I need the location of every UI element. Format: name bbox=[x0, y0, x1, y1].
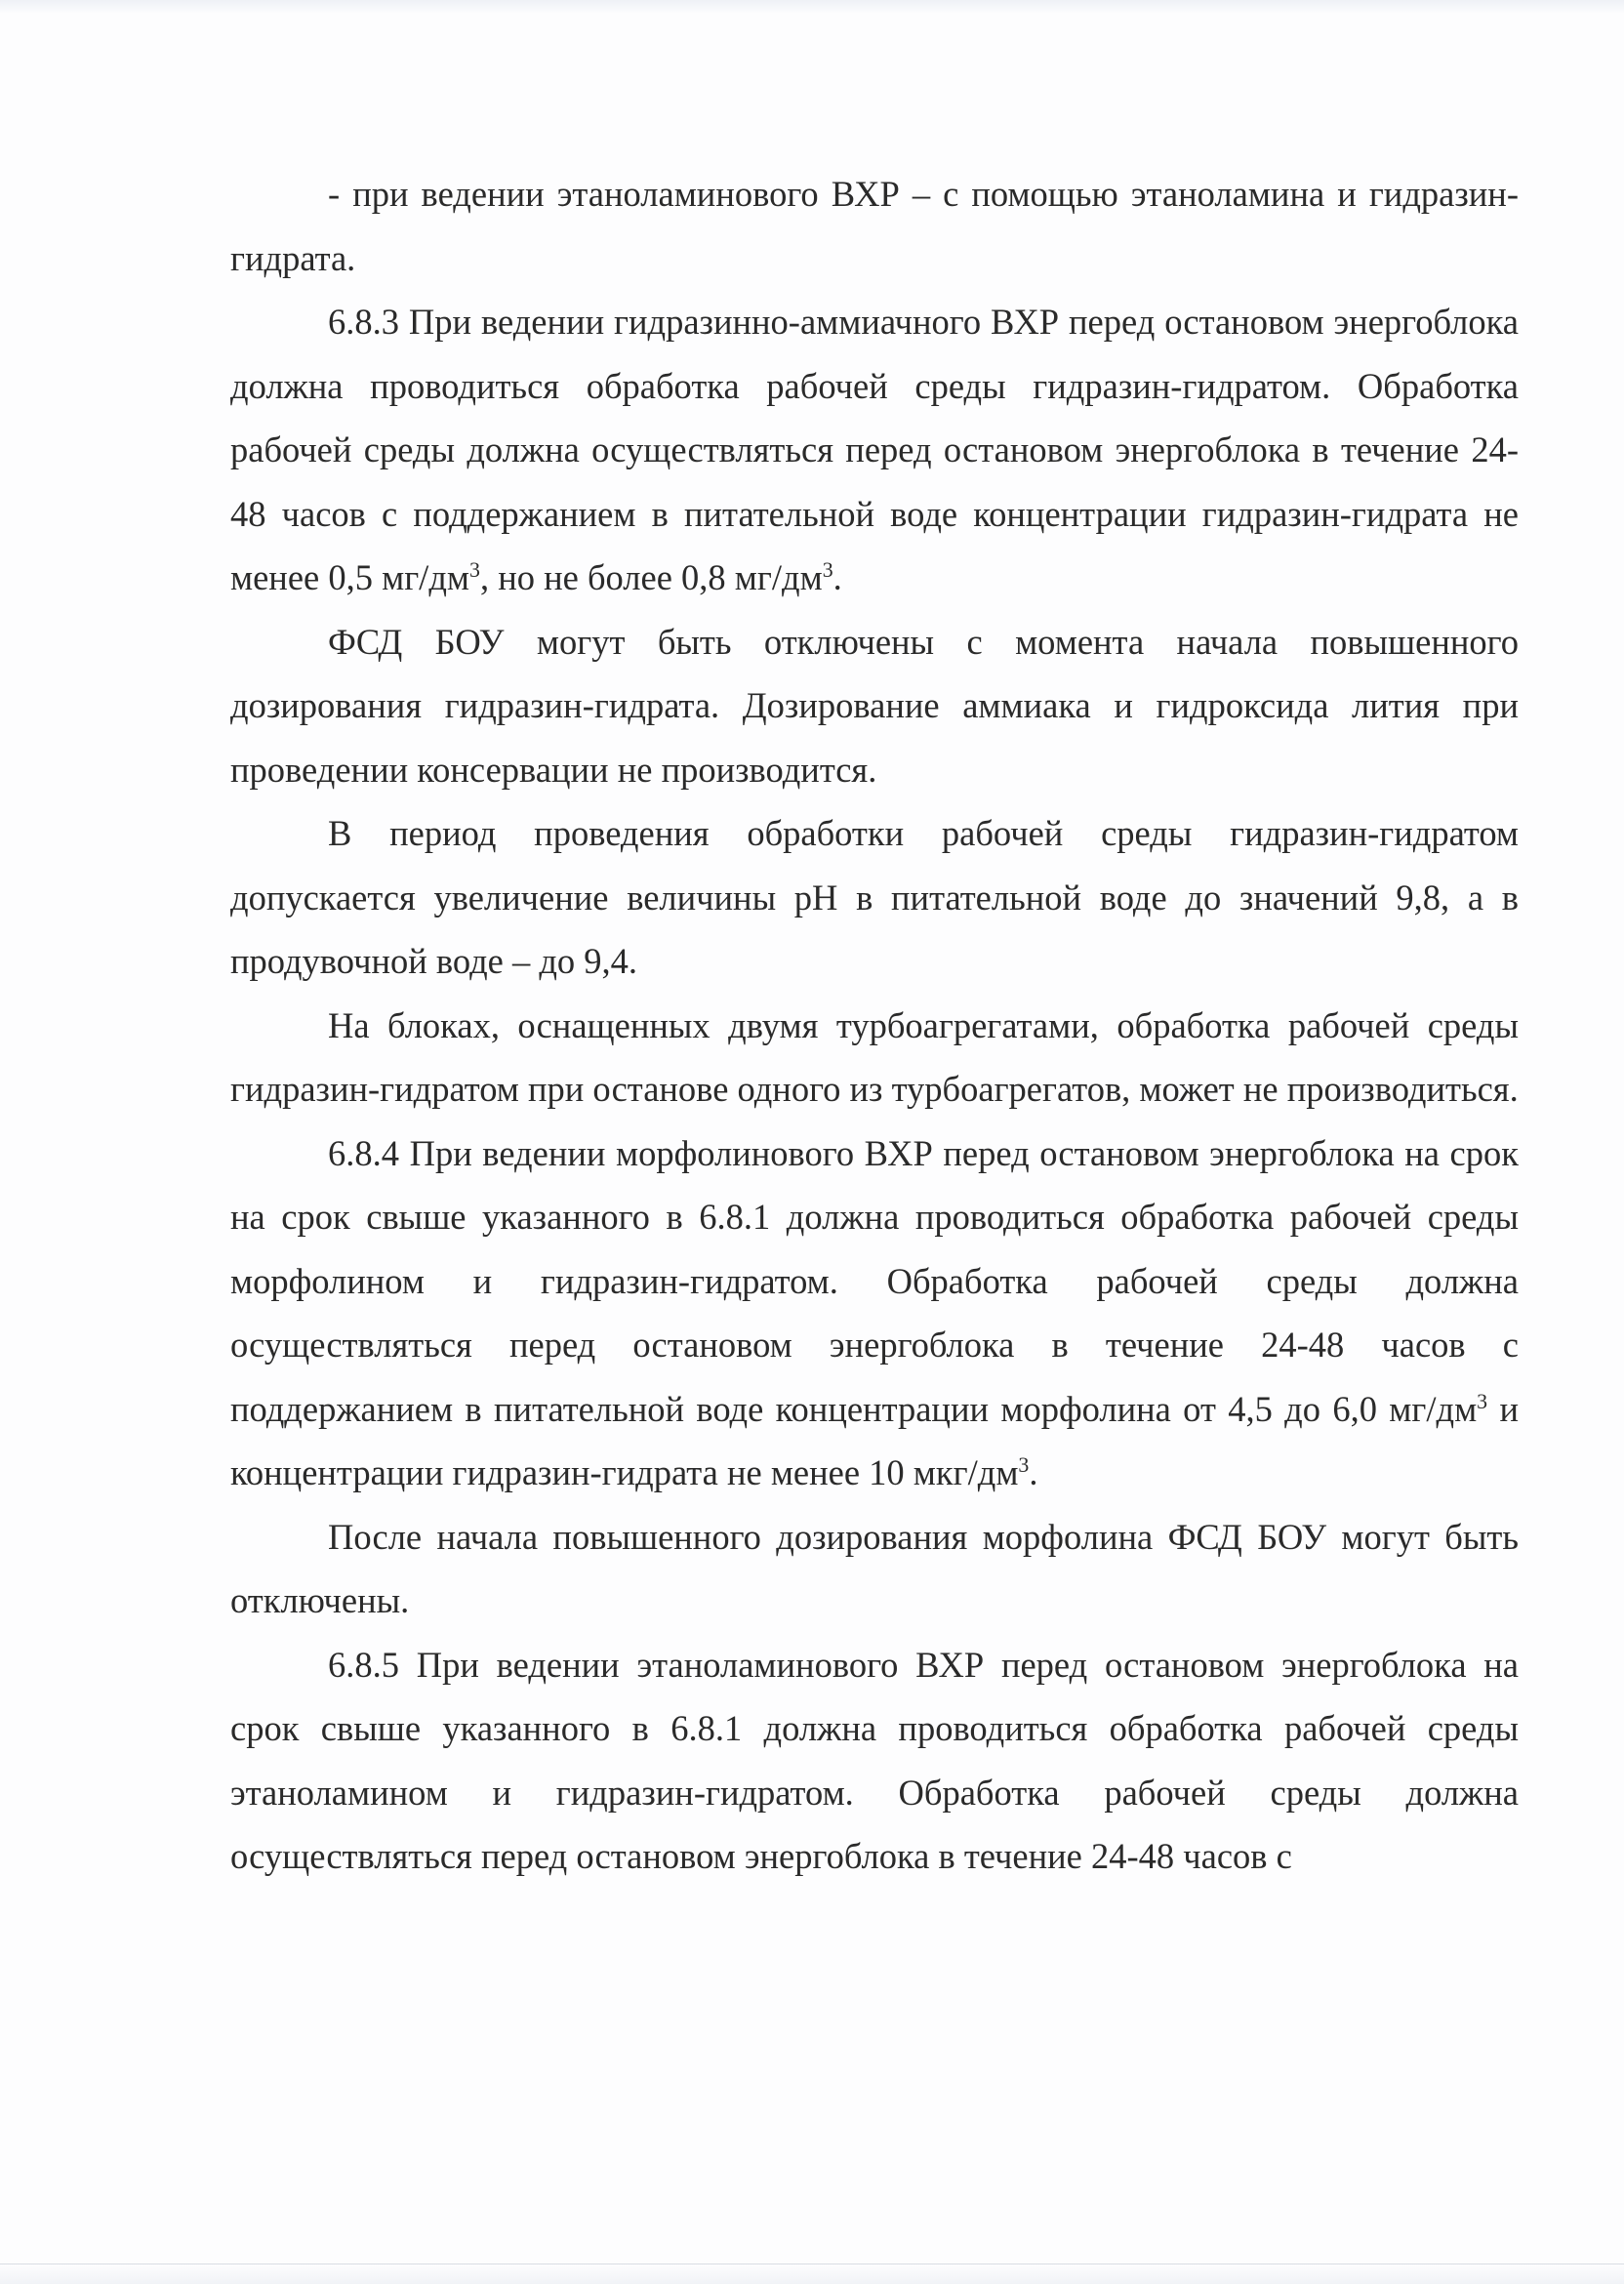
superscript-3: 3 bbox=[469, 556, 480, 582]
superscript-3: 3 bbox=[822, 556, 833, 582]
text-run: . bbox=[832, 557, 842, 597]
paragraph-6-8-5 bbox=[230, 1633, 1519, 1889]
paragraph-two-turbines bbox=[230, 994, 1519, 1122]
superscript-3: 3 bbox=[1018, 1451, 1030, 1477]
text-run: - при ведении этаноламинового ВХР – с помощью этаноламина и гидразин-гидрата. bbox=[230, 174, 1519, 278]
text-run: 6.8.4 При ведении морфолинового ВХР перед остановом энергоблока на срок на срок свыше указанного в 6.8.1 должна проводиться обработка рабочей среды морфолином и гидразин-гидратом. Обработка рабочей среды должна осуществляться перед остановом энергоблока в течение 24-48 часов с поддержанием в питательной воде концентрации морфолина от 4,5 до 6,0 мг/дм bbox=[230, 1132, 1519, 1429]
text-run: В период проведения обработки рабочей среды гидразин-гидратом допускается увеличение величины pH в питательной воде до значений 9,8, а в продувочной воде – до 9,4. bbox=[230, 813, 1519, 981]
text-run: После начала повышенного дозирования морфолина ФСД БОУ могут быть отключены. bbox=[230, 1516, 1519, 1620]
text-run: На блоках, оснащенных двумя турбоагрегатами, обработка рабочей среды гидразин-гидратом при останове одного из турбоагрегатов, может не производиться. bbox=[230, 1004, 1519, 1109]
paragraph-6-8-4 bbox=[230, 1122, 1519, 1505]
text-run: ФСД БОУ могут быть отключены с момента начала повышенного дозирования гидразин-гидрата. Дозирование аммиака и гидроксида лития при проведении консервации не производится. bbox=[230, 621, 1519, 790]
scan-top-edge bbox=[0, 0, 1624, 14]
document-body bbox=[230, 162, 1519, 1889]
scan-bottom-edge bbox=[0, 2264, 1624, 2284]
text-run: , но не более 0,8 мг/дм bbox=[479, 557, 823, 597]
superscript-3: 3 bbox=[1477, 1388, 1488, 1413]
text-run: . bbox=[1029, 1452, 1038, 1492]
text-run: и концентрации гидразин-гидрата не менее 10 мкг/дм bbox=[230, 1388, 1519, 1492]
paragraph-ph-increase bbox=[230, 801, 1519, 994]
paragraph-6-8-3 bbox=[230, 290, 1519, 610]
text-run: 6.8.3 При ведении гидразинно-аммиачного ВХР перед остановом энергоблока должна проводиться обработка рабочей среды гидразин-гидратом. Обработка рабочей среды должна осуществляться перед остановом энергоблока в течение 24-48 часов с поддержанием в питательной воде концентрации гидразин-гидрата не менее 0,5 мг/дм bbox=[230, 302, 1519, 597]
paragraph-vkhr-ethanolamine-continuation bbox=[230, 162, 1519, 290]
paragraph-morpholine-dosing bbox=[230, 1505, 1519, 1633]
text-run: 6.8.5 При ведении этаноламинового ВХР перед остановом энергоблока на срок свыше указанного в 6.8.1 должна проводиться обработка рабочей среды этаноламином и гидразин-гидратом. Обработка рабочей среды должна осуществляться перед остановом энергоблока в течение 24-48 часов с bbox=[230, 1644, 1519, 1876]
paragraph-fsd-bou bbox=[230, 610, 1519, 802]
